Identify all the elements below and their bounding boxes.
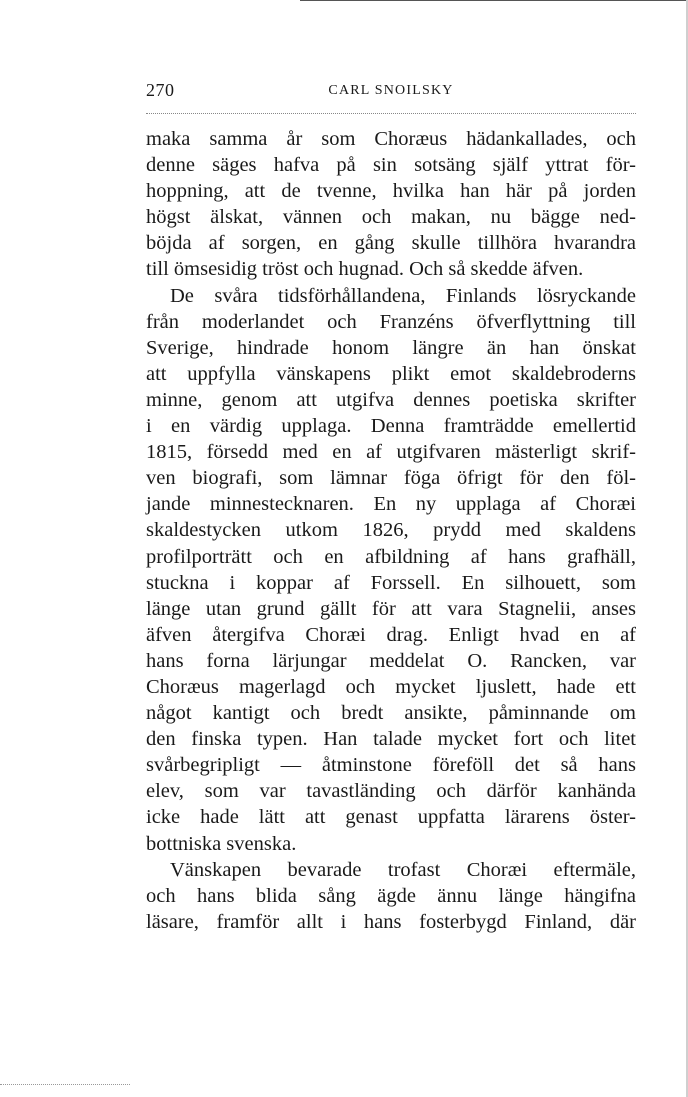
text-line: elev, som var tavastländing och därför kanhända — [146, 780, 636, 803]
page-number: 270 — [146, 80, 175, 100]
text-line: jande minnestecknaren. En ny upplaga af Choræi — [146, 493, 636, 516]
text-line: att uppfylla vänskapens plikt emot skaldebroderns — [146, 362, 636, 385]
header-rule — [146, 113, 636, 114]
text-line: i en värdig upplaga. Denna framträdde emellertid — [146, 415, 636, 438]
text-line: högst älskat, vännen och makan, nu bägge ned- — [146, 206, 636, 229]
text-line: från moderlandet och Franzéns öfverflyttning till — [146, 310, 636, 333]
text-line: bottniska svenska. — [146, 832, 297, 855]
text-line: maka samma år som Choræus hädankallades, och — [146, 128, 636, 150]
text-line: läsare, framför allt i hans fosterbygd Finland, där — [146, 910, 636, 933]
text-line: hans forna lärjungar meddelat O. Rancken, var — [146, 649, 636, 672]
text-line: och hans blida sång ägde ännu länge hängifna — [146, 884, 636, 907]
text-line: denne säges hafva på sin sotsäng själf yttrat för- — [146, 154, 636, 177]
text-line: profilporträtt och en afbildning af hans grafhäll, — [146, 545, 636, 568]
body-text — [146, 126, 636, 935]
text-line: länge utan grund gällt för att vara Stagnelii, anses — [146, 597, 636, 620]
text-line: Choræus magerlagd och mycket ljuslett, hade ett — [146, 675, 636, 698]
top-edge-rule — [300, 0, 688, 1]
text-line: ven biografi, som lämnar föga öfrigt för den föl- — [146, 467, 636, 490]
text-line: något kantigt och bredt ansikte, påminnande om — [146, 702, 636, 725]
text-line: den finska typen. Han talade mycket fort och litet — [146, 728, 636, 751]
text-line: icke hade lätt att genast uppfatta lärarens öster- — [146, 806, 636, 829]
text-line: böjda af sorgen, en gång skulle tillhöra hvarandra — [146, 232, 636, 255]
page-header — [146, 80, 636, 102]
text-line: hoppning, att de tvenne, hvilka han här på jorden — [146, 180, 636, 203]
text-line: 1815, försedd med en af utgifvaren mästerligt skrif- — [146, 441, 636, 464]
text-line: Sverige, hindrade honom längre än han önskat — [146, 336, 636, 359]
text-line: Vänskapen bevarade trofast Choræi eftermäle, — [170, 858, 636, 881]
text-line: De svåra tidsförhållandena, Finlands lösryckande — [170, 284, 636, 307]
text-line: till ömsesidig tröst och hugnad. Och så skedde äfven. — [146, 258, 584, 281]
text-line: skaldestycken utkom 1826, prydd med skaldens — [146, 519, 636, 542]
text-line: stuckna i koppar af Forssell. En silhouett, som — [146, 571, 636, 594]
text-line: minne, genom att utgifva dennes poetiska skrifter — [146, 388, 636, 411]
bottom-margin-mark — [0, 1084, 130, 1085]
running-head: CARL SNOILSKY — [328, 83, 454, 98]
text-line: svårbegripligt — åtminstone föreföll det så hans — [146, 754, 636, 777]
text-line: äfven återgifva Choræi drag. Enligt hvad en af — [146, 623, 636, 646]
